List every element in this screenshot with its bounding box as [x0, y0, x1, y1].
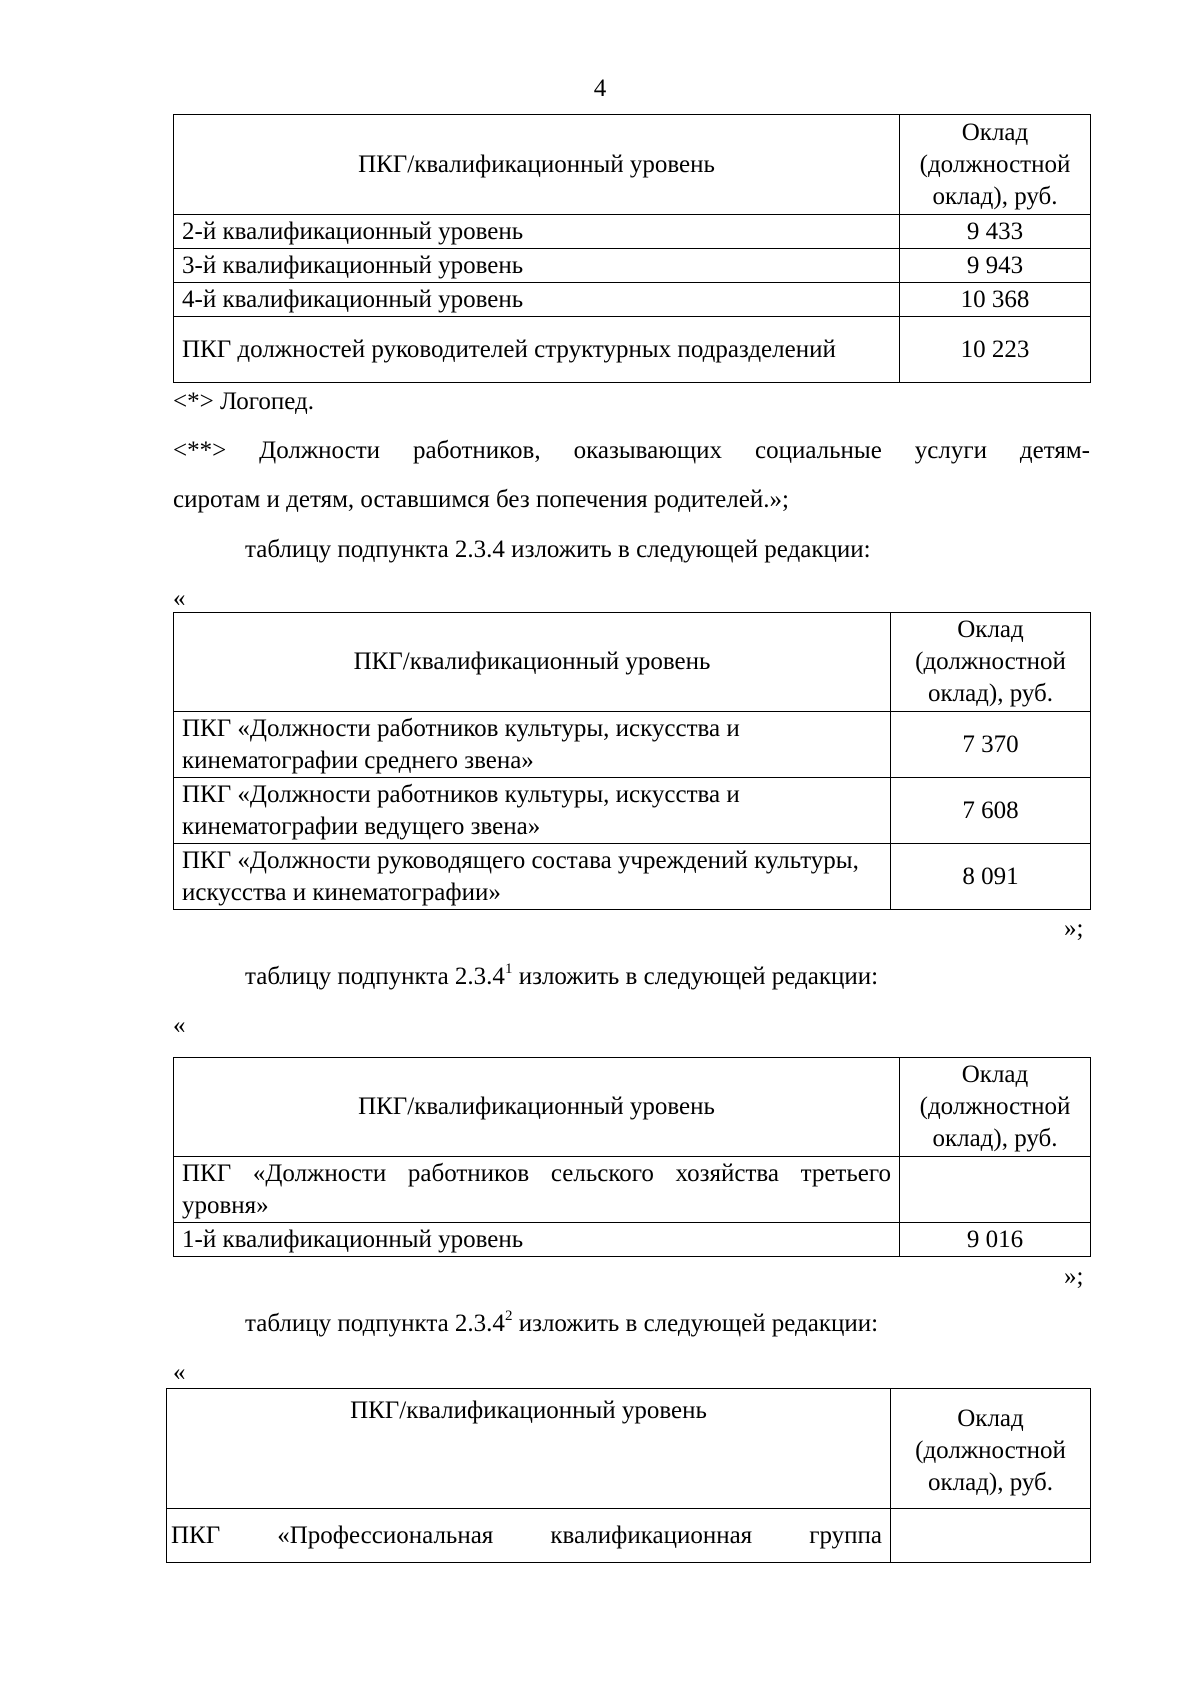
table-row	[174, 1157, 1091, 1223]
instruction-2-3-4-2	[245, 1309, 878, 1339]
row-value: 7 608	[891, 778, 1091, 844]
table-row	[174, 215, 1091, 249]
table-row	[174, 1223, 1091, 1257]
close-quote: »;	[1064, 915, 1084, 942]
open-quote: «	[173, 1012, 186, 1039]
instruction-text: таблицу подпункта 2.3.4	[245, 963, 505, 990]
instruction-2-3-4: таблицу подпункта 2.3.4 изложить в следующей редакции:	[245, 536, 871, 563]
header-salary: Оклад (должностной оклад), руб.	[900, 1058, 1091, 1157]
table-row	[174, 317, 1091, 383]
row-label: ПКГ «Должности руководящего состава учреждений культуры, искусства и кинематографии»	[174, 844, 891, 910]
page-number: 4	[593, 75, 607, 102]
header-level: ПКГ/квалификационный уровень	[174, 1058, 900, 1157]
row-label: 3-й квалификационный уровень	[174, 249, 900, 283]
table-header-row	[174, 115, 1091, 215]
row-label: 2-й квалификационный уровень	[174, 215, 900, 249]
instruction-2-3-4-1	[245, 962, 878, 992]
row-value	[900, 1157, 1091, 1223]
table-header-row	[174, 1058, 1091, 1157]
salary-table-1	[173, 114, 1091, 383]
salary-table-4	[166, 1388, 1091, 1563]
row-label: ПКГ «Должности работников культуры, искусства и кинематографии ведущего звена»	[174, 778, 891, 844]
instruction-text: изложить в следующей редакции:	[512, 1310, 879, 1337]
row-value: 10 223	[900, 317, 1091, 383]
table-row	[174, 712, 1091, 778]
row-label: ПКГ должностей руководителей структурных подразделений	[174, 317, 900, 383]
open-quote: «	[173, 585, 186, 612]
table-header-row	[167, 1389, 1091, 1509]
row-value: 7 370	[891, 712, 1091, 778]
instruction-text: изложить в следующей редакции:	[512, 963, 879, 990]
header-salary: Оклад (должностной оклад), руб.	[891, 1389, 1091, 1509]
table-row	[174, 283, 1091, 317]
salary-table-3	[173, 1057, 1091, 1257]
header-level: ПКГ/квалификационный уровень	[174, 115, 900, 215]
row-label: 1-й квалификационный уровень	[174, 1223, 900, 1257]
row-value: 9 943	[900, 249, 1091, 283]
row-label: ПКГ «Должности работников сельского хозяйства третьего уровня»	[174, 1157, 900, 1223]
superscript: 2	[504, 1307, 513, 1324]
table-row	[174, 844, 1091, 910]
row-label: 4-й квалификационный уровень	[174, 283, 900, 317]
row-label: ПКГ «Должности работников культуры, искусства и кинематографии среднего звена»	[174, 712, 891, 778]
header-level: ПКГ/квалификационный уровень	[167, 1389, 891, 1509]
table-row	[174, 778, 1091, 844]
close-quote: »;	[1064, 1263, 1084, 1290]
header-salary: Оклад (должностной оклад), руб.	[900, 115, 1091, 215]
instruction-text: таблицу подпункта 2.3.4	[245, 1310, 505, 1337]
table-row	[167, 1509, 1091, 1563]
row-label: ПКГ «Профессиональная квалификационная группа	[167, 1509, 891, 1563]
header-salary: Оклад (должностной оклад), руб.	[891, 613, 1091, 712]
row-value: 10 368	[900, 283, 1091, 317]
row-value: 9 433	[900, 215, 1091, 249]
footnote-social-line2: сиротам и детям, оставшимся без попечения родителей.»;	[173, 486, 789, 513]
row-value: 8 091	[891, 844, 1091, 910]
footnote-social-line1: <**> Должности работников, оказывающих социальные услуги детям-	[173, 437, 1090, 464]
superscript: 1	[504, 960, 513, 977]
open-quote: «	[173, 1359, 186, 1386]
footnote-logoped: <*> Логопед.	[173, 388, 315, 415]
row-value: 9 016	[900, 1223, 1091, 1257]
salary-table-2	[173, 612, 1091, 910]
table-header-row	[174, 613, 1091, 712]
header-level: ПКГ/квалификационный уровень	[174, 613, 891, 712]
table-row	[174, 249, 1091, 283]
row-value	[891, 1509, 1091, 1563]
